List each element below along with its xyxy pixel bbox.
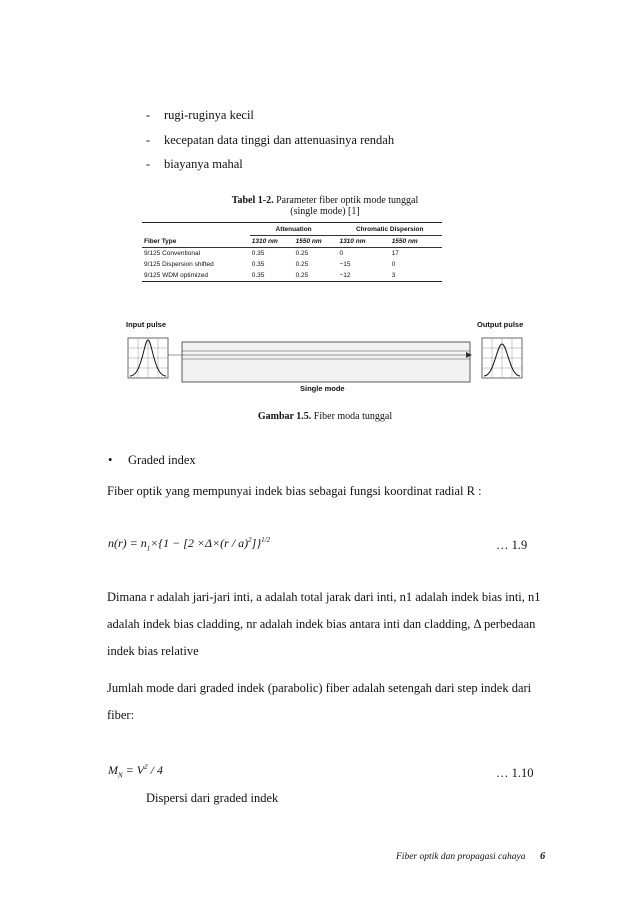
column-header: 1550 nm	[391, 238, 418, 245]
column-header: 1310 nm	[339, 238, 366, 245]
list-item: - rugi-ruginya kecil	[146, 108, 254, 122]
table-row: 9/125 WDM optimized 0.35 0.25 −12 3	[144, 272, 396, 279]
fiber-parameter-table	[142, 222, 442, 290]
single-mode-label: Single mode	[300, 384, 345, 393]
single-mode-figure	[120, 318, 540, 398]
output-pulse-label: Output pulse	[477, 320, 524, 329]
equation-number: … 1.10	[496, 766, 534, 780]
group-header: Chromatic Dispersion	[337, 224, 442, 236]
paragraph: Fiber optik yang mempunyai indek bias sebagai fungsi koordinat radial R :	[107, 484, 482, 498]
paragraph: Dispersi dari graded indek	[146, 791, 279, 805]
equation-1-9: $n(r) = n_1\times\{1 - [2 \times\Delta\times(r / a)^2]\}^{1/2}$	[108, 536, 271, 553]
page-number: 6	[540, 851, 546, 862]
column-header: 1310 nm	[251, 238, 278, 245]
column-header: Fiber Type	[144, 237, 177, 245]
table-row: 9/125 Conventional 0.35 0.25 0 17	[144, 250, 399, 257]
table-row: 9/125 Dispersion shifted 0.35 0.25 −15 0	[144, 261, 396, 268]
paragraph: Dimana r adalah jari-jari inti, a adalah total jarak dari inti, n1 adalah indek bias inti, n1 adalah indek bias cladding, nr adalah indek bias antara inti dan cladding, Δ perbedaan indek bias relative	[107, 590, 541, 658]
section-heading: • Graded index	[108, 453, 196, 467]
group-header: Attenuation	[250, 224, 338, 236]
column-header: 1550 nm	[295, 238, 322, 245]
input-pulse-label: Input pulse	[126, 320, 166, 329]
figure-caption: Gambar 1.5. Fiber moda tunggal	[257, 411, 393, 422]
list-item: - kecepatan data tinggi dan attenuasinya rendah	[146, 133, 395, 147]
equation-number: … 1.9	[496, 538, 528, 552]
list-item: - biayanya mahal	[146, 157, 243, 171]
equation-1-10: $M_N = V^2 / 4$	[108, 763, 163, 780]
table-caption: Tabel 1-2. Parameter fiber optik mode tunggal (single mode) [1]	[231, 195, 419, 217]
footer-text: Fiber optik dan propagasi cahaya	[396, 852, 526, 862]
paragraph: Jumlah mode dari graded indek (parabolic) fiber adalah setengah dari step indek dari fiber:	[107, 681, 532, 722]
